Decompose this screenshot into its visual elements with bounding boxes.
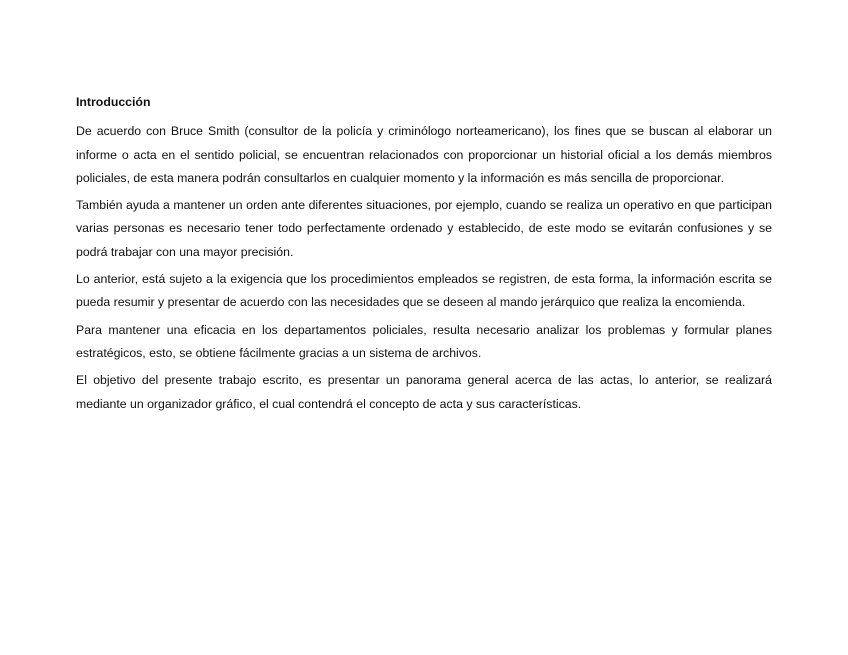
paragraph-3: Lo anterior, está sujeto a la exigencia que los procedimientos empleados se registren, de esta forma, la información escrita se pueda resumir y presentar de acuerdo con las necesidades que se deseen al mando jerárquico que realiza la encomienda. xyxy=(76,272,772,310)
paragraph-2: También ayuda a mantener un orden ante diferentes situaciones, por ejemplo, cuando se realiza un operativo en que participan varias personas es necesario tener todo perfectamente ordenado y establecido, de este modo se evitarán confusiones y se podrá trabajar con una mayor precisión. xyxy=(76,198,772,259)
section-heading: Introducción xyxy=(76,95,151,109)
paragraph-5: El objetivo del presente trabajo escrito, es presentar un panorama general acerca de las actas, lo anterior, se realizará mediante un organizador gráfico, el cual contendrá el concepto de acta y sus características. xyxy=(76,373,772,411)
paragraph-4: Para mantener una eficacia en los departamentos policiales, resulta necesario analizar los problemas y formular planes estratégicos, esto, se obtiene fácilmente gracias a un sistema de archivos. xyxy=(76,322,772,360)
paragraph-1: De acuerdo con Bruce Smith (consultor de la policía y criminólogo norteamericano), los fines que se buscan al elaborar un informe o acta en el sentido policial, se encuentran relacionados con proporcionar un historial oficial a los demás miembros policiales, de esta manera podrán consultarlos en cualquier momento y la información es más sencilla de proporcionar. xyxy=(76,124,772,185)
document-body xyxy=(76,91,772,420)
